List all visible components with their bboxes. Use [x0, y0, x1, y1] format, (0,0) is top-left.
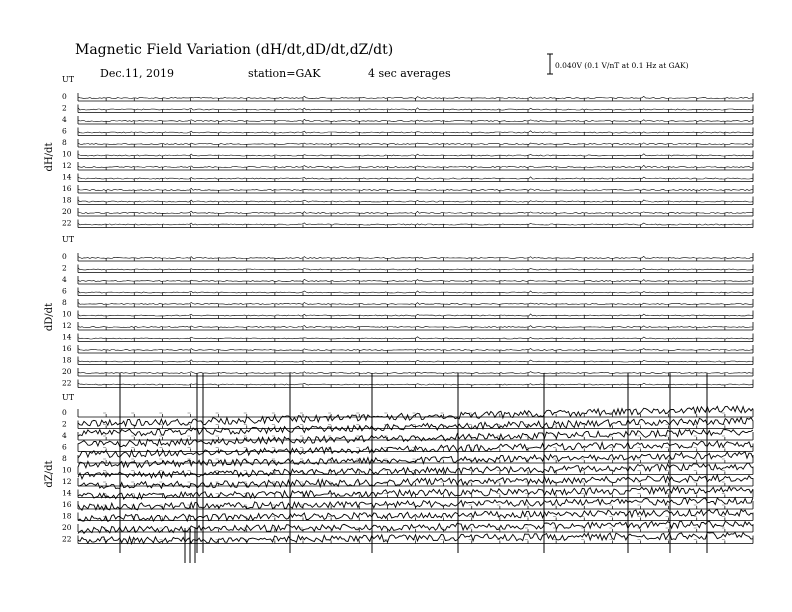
- hour-label-4: 4: [62, 115, 67, 124]
- panel-dZ-dt: [44, 373, 753, 563]
- hour-label-6: 6: [62, 126, 67, 136]
- trace-line: [78, 200, 753, 202]
- hour-label-12: 12: [62, 321, 72, 330]
- trace-line: [78, 279, 753, 281]
- axis-ylabel: dH/dt: [44, 142, 55, 172]
- hour-label-20: 20: [62, 207, 72, 216]
- hour-label-16: 16: [62, 344, 72, 353]
- hour-label-4: 4: [62, 275, 67, 284]
- hour-label-14: 14: [62, 488, 72, 498]
- trace-line: [78, 291, 753, 293]
- trace-line: [78, 211, 753, 213]
- hour-label-8: 8: [62, 454, 67, 463]
- trace-line: [78, 302, 753, 304]
- trace-line: [78, 326, 753, 328]
- trace-line: [78, 188, 753, 190]
- hour-label-12: 12: [62, 477, 72, 486]
- hour-label-0: 0: [62, 252, 67, 261]
- trace-line: [78, 360, 753, 362]
- hour-label-18: 18: [62, 511, 72, 521]
- trace-line: [78, 452, 753, 468]
- trace-line: [78, 96, 753, 98]
- hour-label-10: 10: [62, 149, 72, 159]
- trace-line: [78, 314, 753, 316]
- panel-dD-dt: [44, 235, 753, 388]
- hour-label-8: 8: [62, 138, 67, 147]
- hour-label-2: 2: [62, 419, 67, 429]
- trace-line: [78, 108, 753, 110]
- axis-ylabel: dD/dt: [44, 302, 55, 332]
- panel-dH-dt: [44, 75, 753, 228]
- trace-line: [78, 372, 753, 374]
- trace-line: [78, 223, 753, 225]
- ut-label: UT: [62, 75, 75, 84]
- hour-label-22: 22: [62, 378, 72, 388]
- hour-label-6: 6: [62, 286, 67, 296]
- trace-line: [78, 177, 753, 179]
- trace-line: [78, 430, 753, 447]
- panels-group: [44, 75, 753, 563]
- trace-line: [78, 383, 753, 385]
- hour-label-0: 0: [62, 408, 67, 417]
- date-label: Dec.11, 2019: [100, 67, 174, 80]
- ut-label: UT: [62, 393, 75, 402]
- scale-bar: [547, 54, 553, 74]
- trace-line: [78, 417, 753, 436]
- hour-label-8: 8: [62, 298, 67, 307]
- hour-label-10: 10: [62, 309, 72, 319]
- hour-label-4: 4: [62, 431, 67, 440]
- station-label: station=GAK: [248, 67, 321, 80]
- hour-label-14: 14: [62, 332, 72, 342]
- hour-label-14: 14: [62, 172, 72, 182]
- hour-label-12: 12: [62, 161, 72, 170]
- hour-label-2: 2: [62, 263, 67, 273]
- trace-line: [78, 154, 753, 156]
- hour-label-20: 20: [62, 523, 72, 532]
- hour-label-18: 18: [62, 355, 72, 365]
- chart-title: Magnetic Field Variation (dH/dt,dD/dt,dZ/dt): [75, 42, 394, 58]
- hour-label-0: 0: [62, 92, 67, 101]
- scale-note: 0.040V (0.1 V/nT at 0.1 Hz at GAK): [555, 61, 689, 70]
- axis-ylabel: dZ/dt: [44, 460, 55, 488]
- hour-label-16: 16: [62, 184, 72, 193]
- hour-label-22: 22: [62, 218, 72, 228]
- hour-label-18: 18: [62, 195, 72, 205]
- hour-label-20: 20: [62, 367, 72, 376]
- hour-label-6: 6: [62, 442, 67, 452]
- averaging-label: 4 sec averages: [368, 67, 451, 80]
- hour-label-10: 10: [62, 465, 72, 475]
- hour-label-16: 16: [62, 500, 72, 509]
- ut-label: UT: [62, 235, 75, 244]
- hour-label-22: 22: [62, 534, 72, 544]
- hour-label-2: 2: [62, 103, 67, 113]
